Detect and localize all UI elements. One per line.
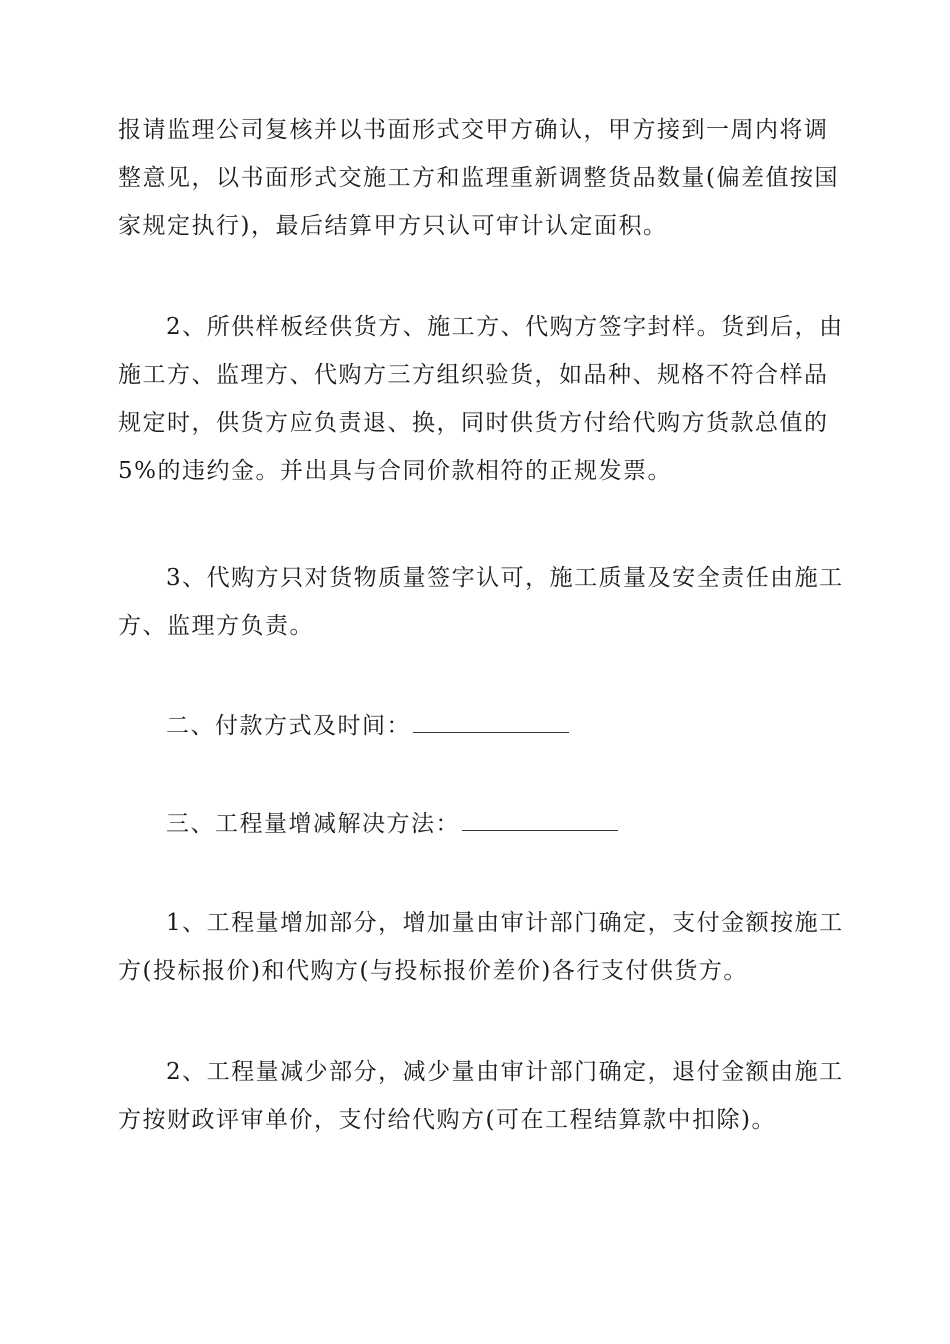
paragraph-review-confirmation — [118, 106, 839, 250]
text-line: 方(投标报价)和代购方(与投标报价差价)各行支付供货方。 — [118, 958, 748, 984]
text-line: 家规定执行)，最后结算甲方只认可审计认定面积。 — [118, 213, 668, 239]
section-quantity-change-resolution — [118, 800, 834, 848]
text-line: 3、代购方只对货物质量签字认可，施工质量及安全责任由施工 — [166, 565, 844, 591]
fill-in-blank — [413, 712, 569, 733]
text-line: 方按财政评审单价，支付给代购方(可在工程结算款中扣除)。 — [118, 1107, 776, 1133]
text-line: 2、工程量减少部分，减少量由审计部门确定，退付金额由施工 — [166, 1059, 844, 1085]
section-heading: 二、付款方式及时间： — [166, 713, 411, 739]
text-line: 施工方、监理方、代购方三方组织验货，如品种、规格不符合样品 — [118, 362, 829, 388]
section-payment-method — [118, 702, 834, 750]
paragraph-sample-inspection — [118, 303, 844, 495]
fill-in-blank — [462, 810, 618, 831]
text-line: 整意见，以书面形式交施工方和监理重新调整货品数量(偏差值按国 — [118, 165, 839, 191]
text-line: 报请监理公司复核并以书面形式交甲方确认，甲方接到一周内将调 — [118, 117, 829, 143]
text-line: 方、监理方负责。 — [118, 613, 314, 639]
text-line: 1、工程量增加部分，增加量由审计部门确定，支付金额按施工 — [166, 910, 844, 936]
paragraph-quantity-increase — [118, 899, 844, 995]
text-line: 5%的违约金。并出具与合同价款相符的正规发票。 — [118, 458, 672, 484]
text-line: 规定时，供货方应负责退、换，同时供货方付给代购方货款总值的 — [118, 410, 829, 436]
paragraph-quality-responsibility — [118, 554, 844, 650]
section-heading: 三、工程量增减解决方法： — [166, 811, 460, 837]
paragraph-quantity-decrease — [118, 1048, 844, 1144]
text-line: 2、所供样板经供货方、施工方、代购方签字封样。货到后，由 — [166, 314, 844, 340]
